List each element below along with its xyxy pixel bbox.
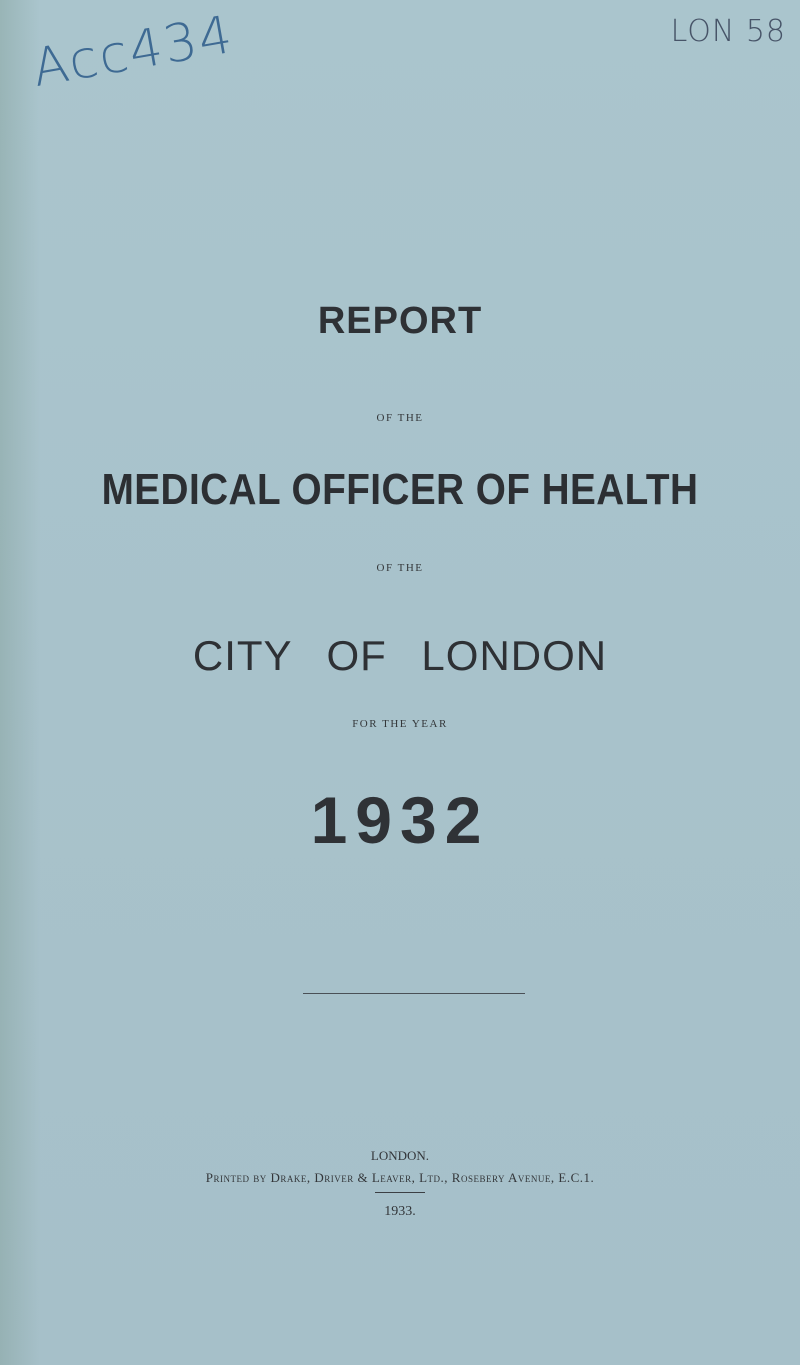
for-the-year-label: FOR THE YEAR <box>352 718 448 730</box>
imprint-city: LONDON. <box>370 1148 430 1163</box>
printer-line: Printed by Drake, Driver & Leaver, Ltd., Rosebery Avenue, E.C.1. <box>205 1170 595 1185</box>
divider-rule <box>303 993 525 994</box>
of-the-connector: OF THE <box>376 412 424 424</box>
officer-title: MEDICAL OFFICER OF HEALTH <box>101 465 699 514</box>
imprint-rule <box>375 1192 425 1193</box>
of-the-connector-2: OF THE <box>376 562 424 574</box>
publication-year: 1933. <box>384 1204 416 1219</box>
handwritten-accession-number: Acc434 <box>28 4 239 100</box>
handwritten-reference: LON 58 <box>670 14 786 49</box>
place-name: CITY OF LONDON <box>192 632 608 679</box>
report-heading: REPORT <box>317 300 483 342</box>
report-year: 1932 <box>310 783 490 857</box>
